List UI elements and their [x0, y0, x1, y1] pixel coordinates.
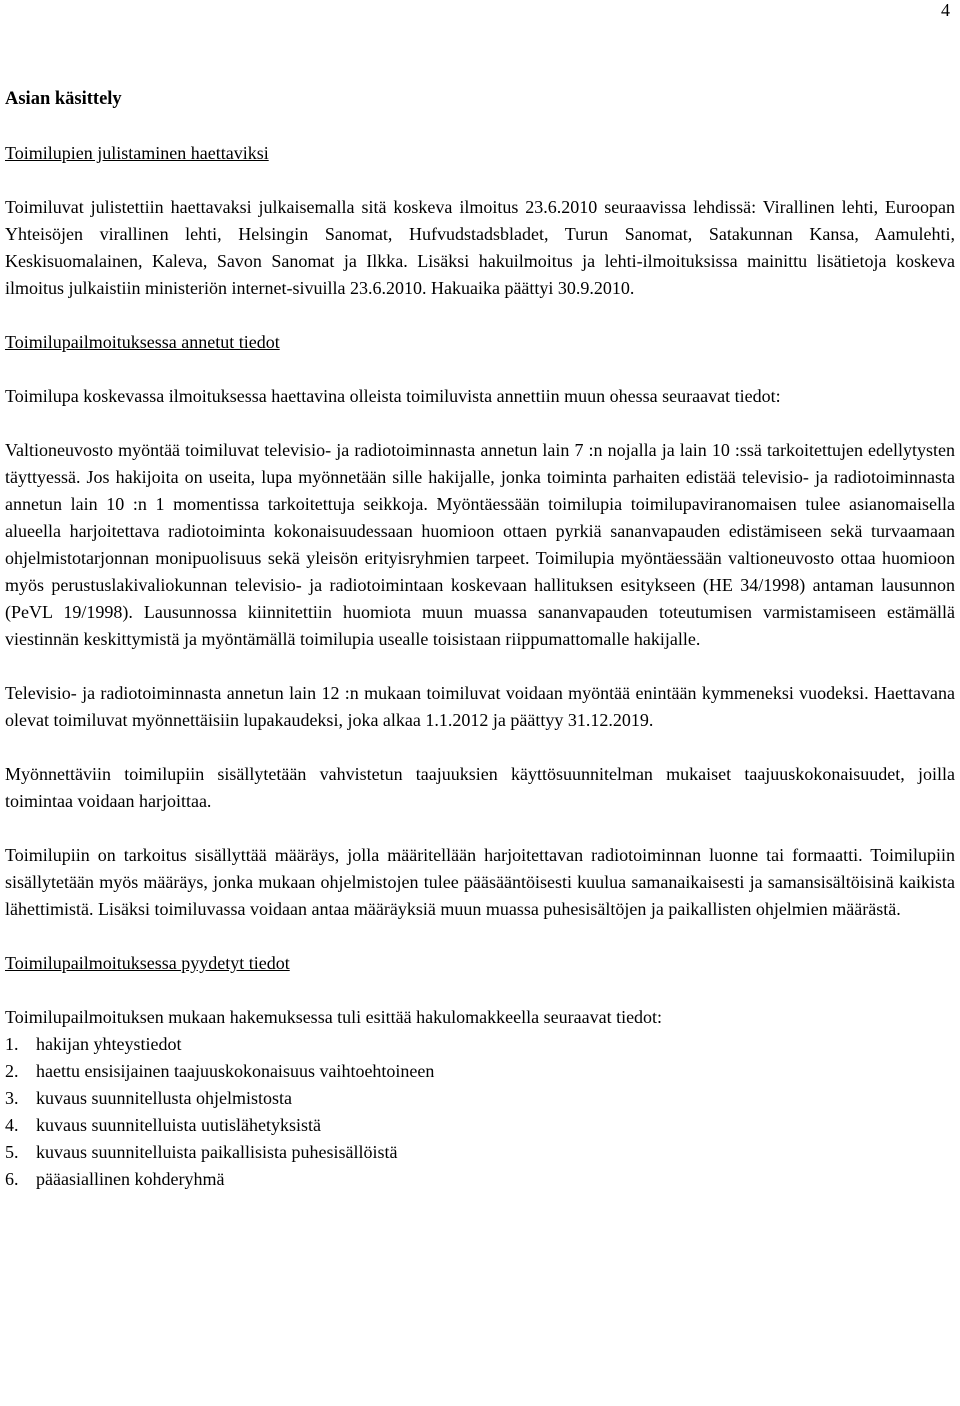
- paragraph: Televisio- ja radiotoiminnasta annetun lain 12 :n mukaan toimiluvat voidaan myöntää enintään kymmeneksi vuodeksi. Haettavana olevat toimiluvat myönnettäisiin lupakaudeksi, joka alkaa 1.1.2012 ja päättyy 31.12.2019.: [5, 683, 955, 730]
- list-item-number: 5.: [5, 1142, 19, 1162]
- list-item: [5, 1139, 955, 1166]
- list-item-text: kuvaus suunnitelluista paikallisista puhesisällöistä: [36, 1142, 398, 1162]
- requested-info-list: [5, 1031, 955, 1193]
- list-item-number: 2.: [5, 1061, 19, 1081]
- list-item: [5, 1166, 955, 1193]
- paragraph-julistaminen: Toimiluvat julistettiin haettavaksi julkaisemalla sitä koskeva ilmoitus 23.6.2010 seuraavissa lehdissä: Virallinen lehti, Euroopan Yhteisöjen virallinen lehti, Helsingin Sanomat, Hufvudstadsbladet, Turun Sanomat, Satakunnan Kansa, Aamulehti, Keskisuomalainen, Kaleva, Savon Sanomat ja Ilkka. Lisäksi hakuilmoitus ja lehti-ilmoituksissa mainittu lisätietoja koskeva ilmoitus julkaistiin ministeriön internet-sivuilla 23.6.2010. Hakuaika päättyi 30.9.2010.: [5, 197, 955, 298]
- list-item-text: pääasiallinen kohderyhmä: [36, 1169, 225, 1189]
- section-title-julistaminen: Toimilupien julistaminen haettaviksi: [5, 143, 269, 163]
- list-item-text: hakijan yhteystiedot: [36, 1034, 182, 1054]
- section-title-pyydetyt-tiedot: Toimilupailmoituksessa pyydetyt tiedot: [5, 953, 290, 973]
- list-item-number: 1.: [5, 1034, 19, 1054]
- list-item-number: 3.: [5, 1088, 19, 1108]
- paragraph: Toimilupiin on tarkoitus sisällyttää määräys, jolla määritellään harjoitettavan radiotoiminnan luonne tai formaatti. Toimilupiin sisällytetään myös määräys, jonka mukaan ohjelmistojen tulee pääsääntöisesti kuulua samanaikaisesti ja samansisältöisinä kaikista lähettimistä. Lisäksi toimiluvassa voidaan antaa määräyksiä muun muassa puhesisältöjen ja paikallisten ohjelmien määrästä.: [5, 845, 955, 919]
- list-item-number: 4.: [5, 1115, 19, 1135]
- document-heading: Asian käsittely: [5, 89, 122, 109]
- list-item-text: kuvaus suunnitelluista uutislähetyksistä: [36, 1115, 321, 1135]
- list-item-text: kuvaus suunnitellusta ohjelmistosta: [36, 1088, 292, 1108]
- paragraph: Myönnettäviin toimilupiin sisällytetään vahvistetun taajuuksien käyttösuunnitelman mukaiset taajuuskokonaisuudet, joilla toimintaa voidaan harjoittaa.: [5, 764, 955, 811]
- page-number: 4: [941, 0, 950, 20]
- list-item: [5, 1112, 955, 1139]
- list-item: [5, 1058, 955, 1085]
- list-item-text: haettu ensisijainen taajuuskokonaisuus vaihtoehtoineen: [36, 1061, 435, 1081]
- paragraph-pyydetyt-intro: Toimilupailmoituksen mukaan hakemuksessa tuli esittää hakulomakkeella seuraavat tiedot:: [5, 1007, 663, 1027]
- list-item-number: 6.: [5, 1169, 19, 1189]
- paragraph: Valtioneuvosto myöntää toimiluvat televisio- ja radiotoiminnasta annetun lain 7 :n nojalla ja lain 10 :ssä tarkoitettujen edellytysten täyttyessä. Jos hakijoita on useita, lupa myönnetään sille hakijalle, jonka toiminta parhaiten edistää televisio- ja radiotoiminnasta annetun lain 10 :n 1 momentissa tarkoitettuja seikkoja. Myöntäessään toimilupia toimilupaviranomaisen tulee asianomaisella alueella harjoitettava radiotoiminta kokonaisuudessaan huomioon ottaen pyrkiä sananvapauden edistämiseen sekä turvaamaan ohjelmistotarjonnan monipuolisuus sekä yleisön erityisryhmien tarpeet. Toimilupia myöntäessään valtioneuvosto ottaa huomioon myös perustuslakivaliokunnan televisio- ja radiotoimintaan koskevaan hallituksen esitykseen (HE 34/1998) antaman lausunnon (PeVL 19/1998). Lausunnossa kiinnitettiin huomiota muun muassa sananvapauden toteutumisen varmistamiseen estämällä viestinnän keskittymistä ja myöntämällä toimilupia usealle toisistaan riippumattomalle hakijalle.: [5, 440, 955, 649]
- list-item: [5, 1031, 955, 1058]
- document-body: [5, 86, 955, 1193]
- paragraph: Toimilupa koskevassa ilmoituksessa haettavina olleista toimiluvista annettiin muun ohessa seuraavat tiedot:: [5, 386, 781, 406]
- section-title-annetut-tiedot: Toimilupailmoituksessa annetut tiedot: [5, 332, 280, 352]
- list-item: [5, 1085, 955, 1112]
